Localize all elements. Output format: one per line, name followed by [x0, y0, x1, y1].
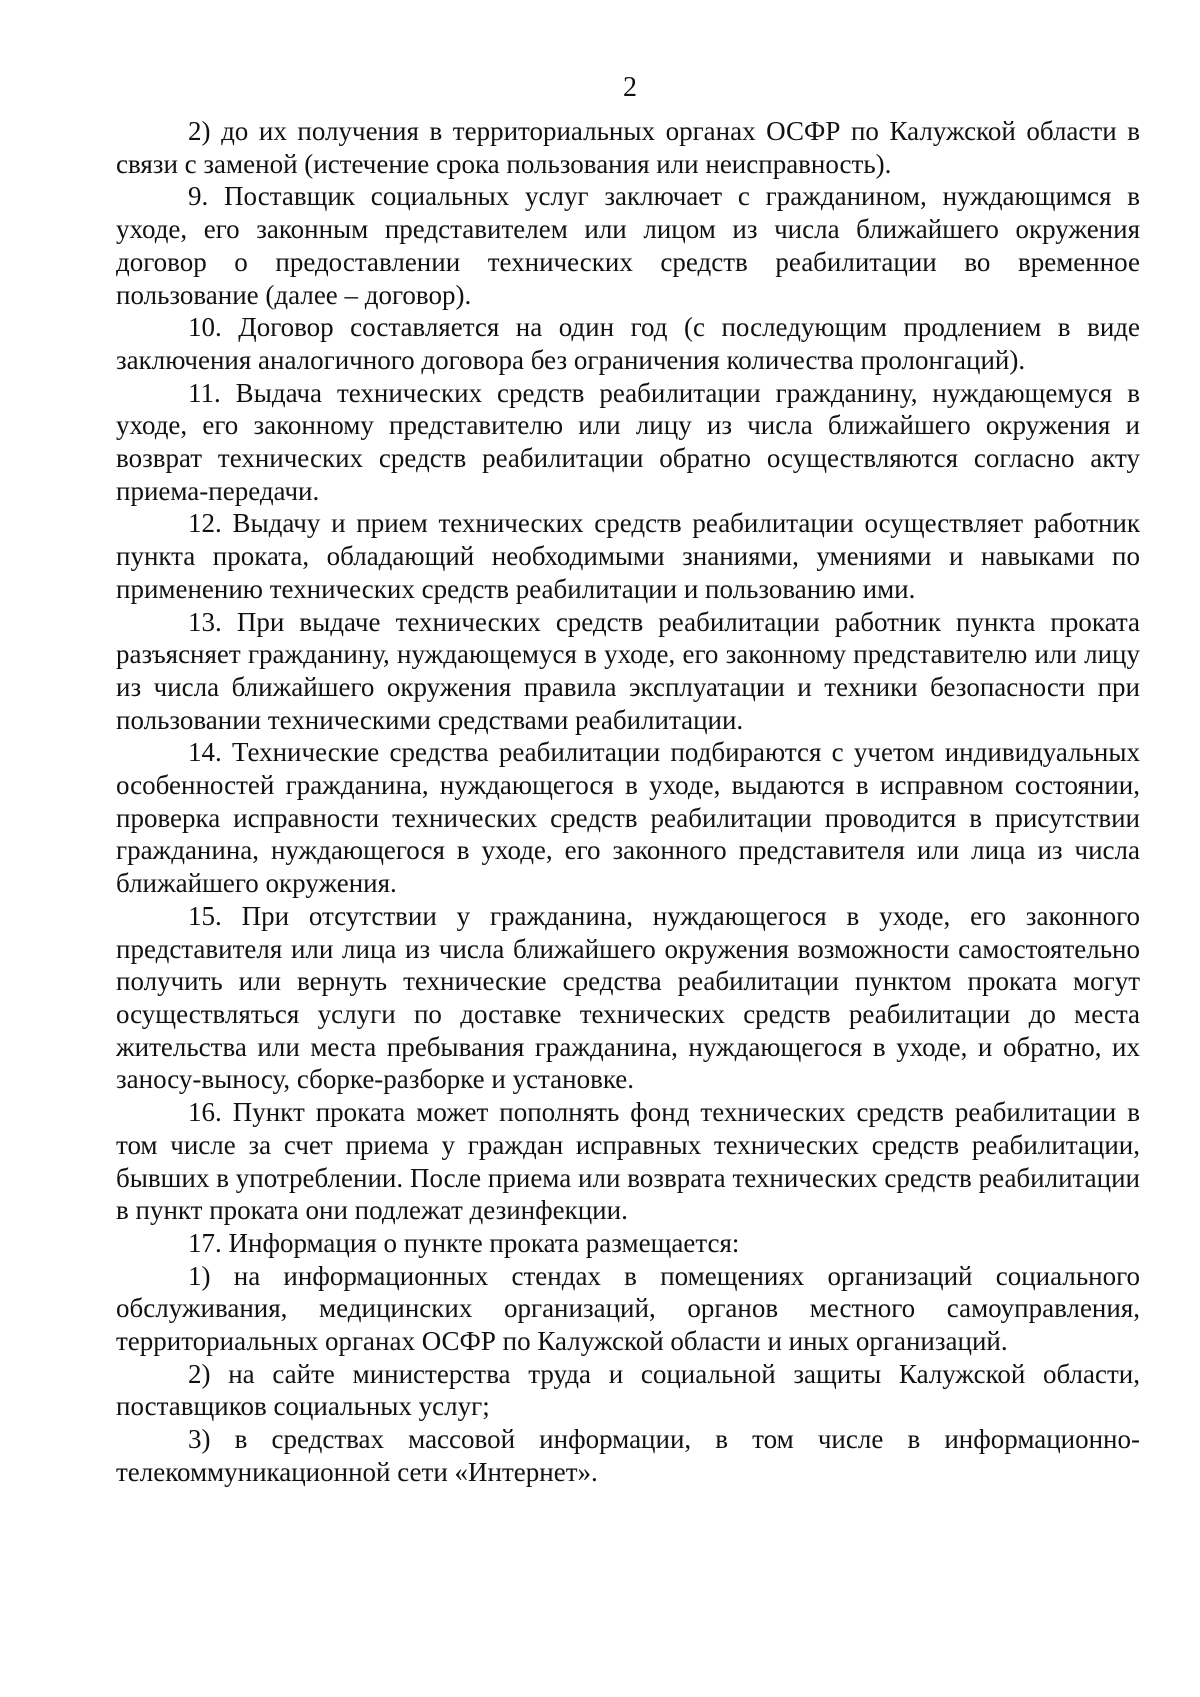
paragraph-15: 15. При отсутствии у гражданина, нуждающегося в уходе, его законного представителя или лица из числа ближайшего окружения возможности самостоятельно получить или вернуть технические средства реабилитации пунктом проката могут осуществляться услуги по доставке технических средств реабилитации до места жительства или места пребывания гражданина, нуждающегося в уходе, и обратно, их заносу-выносу, сборке-разборке и установке.: [116, 900, 1140, 1095]
paragraph-11: 11. Выдача технических средств реабилитации гражданину, нуждающемуся в уходе, его законному представителю или лицу из числа ближайшего окружения и возврат технических средств реабилитации обратно осуществляются согласно акту приема-передачи.: [116, 377, 1140, 506]
paragraph-8-2: 2) до их получения в территориальных органах ОСФР по Калужской области в связи с заменой (истечение срока пользования или неисправность).: [116, 116, 1140, 179]
paragraph-17: 17. Информация о пункте проката размещается:: [188, 1227, 740, 1258]
paragraph-9: 9. Поставщик социальных услуг заключает с гражданином, нуждающимся в уходе, его законным представителем или лицом из числа ближайшего окружения договор о предоставлении технических средств реабилитации во временное пользование (далее – договор).: [116, 181, 1140, 310]
paragraph-10: 10. Договор составляется на один год (с последующим продлением в виде заключения аналогичного договора без ограничения количества пролонгаций).: [116, 312, 1140, 375]
document-body: [116, 115, 1140, 1489]
paragraph-16: 16. Пункт проката может пополнять фонд технических средств реабилитации в том числе за счет приема у граждан исправных технических средств реабилитации, бывших в употреблении. После приема или возврата технических средств реабилитации в пункт проката они подлежат дезинфекции.: [116, 1097, 1140, 1226]
paragraph-17-3: 3) в средствах массовой информации, в том числе в информационно-телекоммуникационной сети «Интернет».: [116, 1424, 1140, 1487]
paragraph-12: 12. Выдачу и прием технических средств реабилитации осуществляет работник пункта проката, обладающий необходимыми знаниями, умениями и навыками по применению технических средств реабилитации и пользованию ими.: [116, 508, 1140, 604]
paragraph-17-1: 1) на информационных стендах в помещениях организаций социального обслуживания, медицинских организаций, органов местного самоуправления, территориальных органах ОСФР по Калужской области и иных организаций.: [116, 1260, 1140, 1357]
page-number: 2: [623, 72, 637, 103]
paragraph-17-2: 2) на сайте министерства труда и социальной защиты Калужской области, поставщиков социальных услуг;: [116, 1358, 1140, 1422]
paragraph-14: 14. Технические средства реабилитации подбираются с учетом индивидуальных особенностей гражданина, нуждающегося в уходе, выдаются в исправном состоянии, проверка исправности технических средств реабилитации проводится в присутствии гражданина, нуждающегося в уходе, его законного представителя или лица из числа ближайшего окружения.: [116, 737, 1140, 899]
paragraph-13: 13. При выдаче технических средств реабилитации работник пункта проката разъясняет гражданину, нуждающемуся в уходе, его законному представителю или лицу из числа ближайшего окружения правила эксплуатации и техники безопасности при пользовании техническими средствами реабилитации.: [116, 606, 1140, 735]
